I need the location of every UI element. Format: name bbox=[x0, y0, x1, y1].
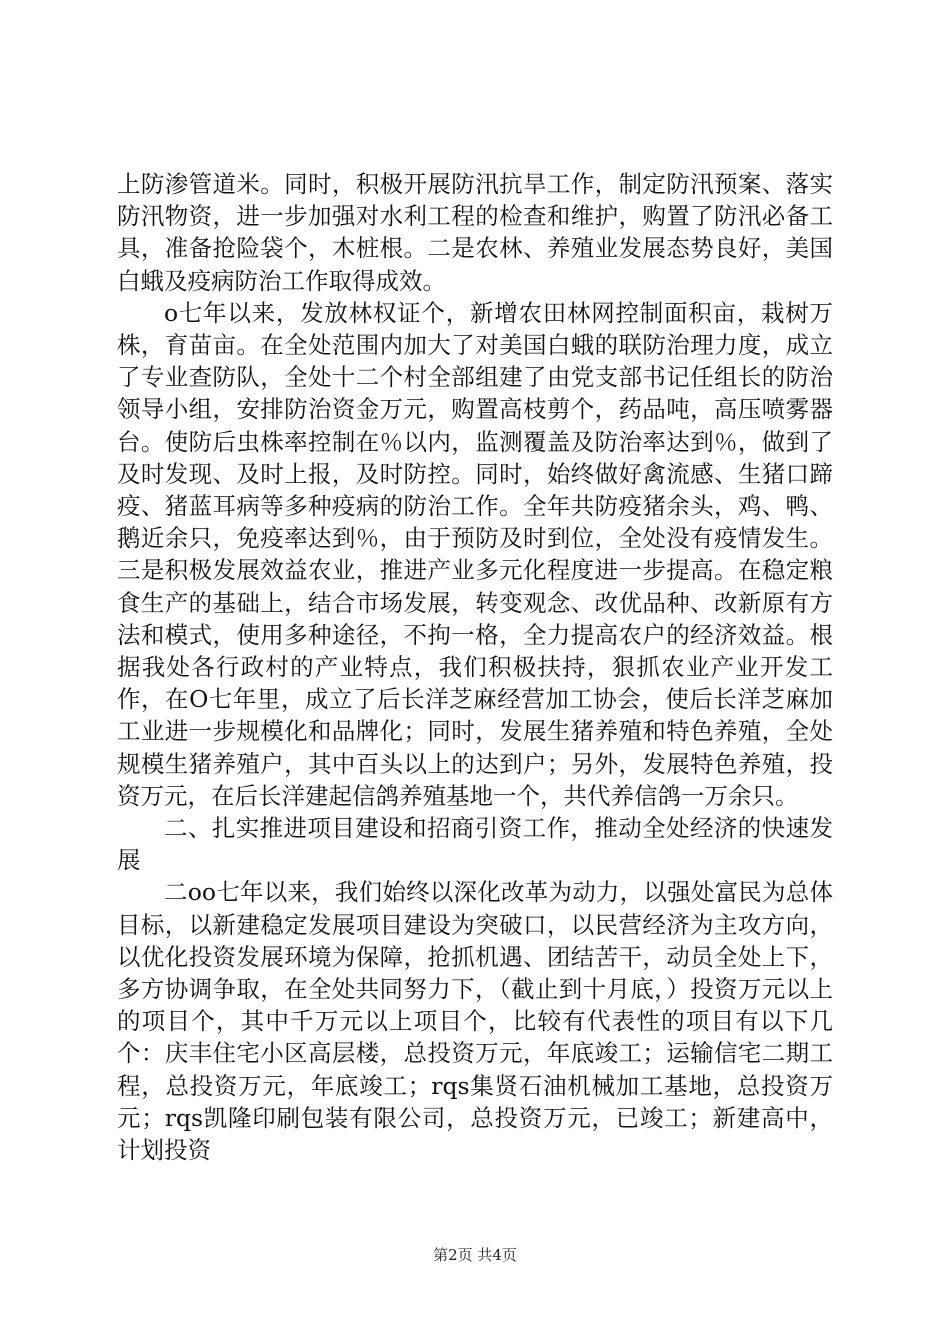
document-body bbox=[117, 168, 833, 1166]
paragraph-forestry: o七年以来，发放林权证个，新增农田林网控制面积亩，栽树万株，育苗亩。在全处范围内加大了对美国白蛾的联防治理力度，成立了专业查防队，全处十二个村全部组建了由党支部书记任组长的防治领导小组，安排防治资金万元，购置高枝剪个，药品吨，高压喷雾器台。使防后虫株率控制在％以内，监测覆盖及防治率达到％，做到了及时发现、及时上报，及时防控。同时，始终做好禽流感、生猪口蹄疫、猪蓝耳病等多种疫病的防治工作。全年共防疫猪余头，鸡、鸭、鹅近余只，免疫率达到％，由于预防及时到位，全处没有疫情发生。三是积极发展效益农业，推进产业多元化程度进一步提高。在稳定粮食生产的基础上，结合市场发展，转变观念、改优品种、改新原有方法和模式，使用多种途径，不拘一格，全力提高农户的经济效益。根据我处各行政村的产业特点，我们积极扶持，狠抓农业产业开发工作，在O七年里，成立了后长洋芝麻经营加工协会，使后长洋芝麻加工业进一步规模化和品牌化；同时，发展生猪养殖和特色养殖，全处规模生猪养殖户，其中百头以上的达到户；另外，发展特色养殖，投资万元，在后长洋建起信鸽养殖基地一个，共代养信鸽一万余只。 bbox=[117, 298, 833, 810]
paragraph-projects: 二oo七年以来，我们始终以深化改革为动力，以强处富民为总体目标，以新建稳定发展项目建设为突破口，以民营经济为主攻方向，以优化投资发展环境为保障，抢抓机遇、团结苦干，动员全处上下，多方协调争取，在全处共同努力下，（截止到十月底，）投资万元以上的项目个，其中千万元以上项目个，比较有代表性的项目有以下几个：庆丰住宅小区高层楼，总投资万元，年底竣工；运输信宅二期工程，总投资万元，年底竣工；rqs集贤石油机械加工基地，总投资万元；rqs凯隆印刷包装有限公司，总投资万元，已竣工；新建高中，计划投资 bbox=[117, 878, 833, 1165]
page-footer: 第2页 共4页 bbox=[433, 1246, 517, 1264]
paragraph-continuation: 上防渗管道米。同时，积极开展防汛抗旱工作，制定防汛预案、落实防汛物资，进一步加强对水利工程的检查和维护，购置了防汛必备工具，准备抢险袋个，木桩根。二是农林、养殖业发展态势良好，美国白蛾及疫病防治工作取得成效。 bbox=[117, 170, 833, 295]
section-heading: 二、扎实推进项目建设和招商引资工作，推动全处经济的快速发展 bbox=[117, 814, 833, 875]
